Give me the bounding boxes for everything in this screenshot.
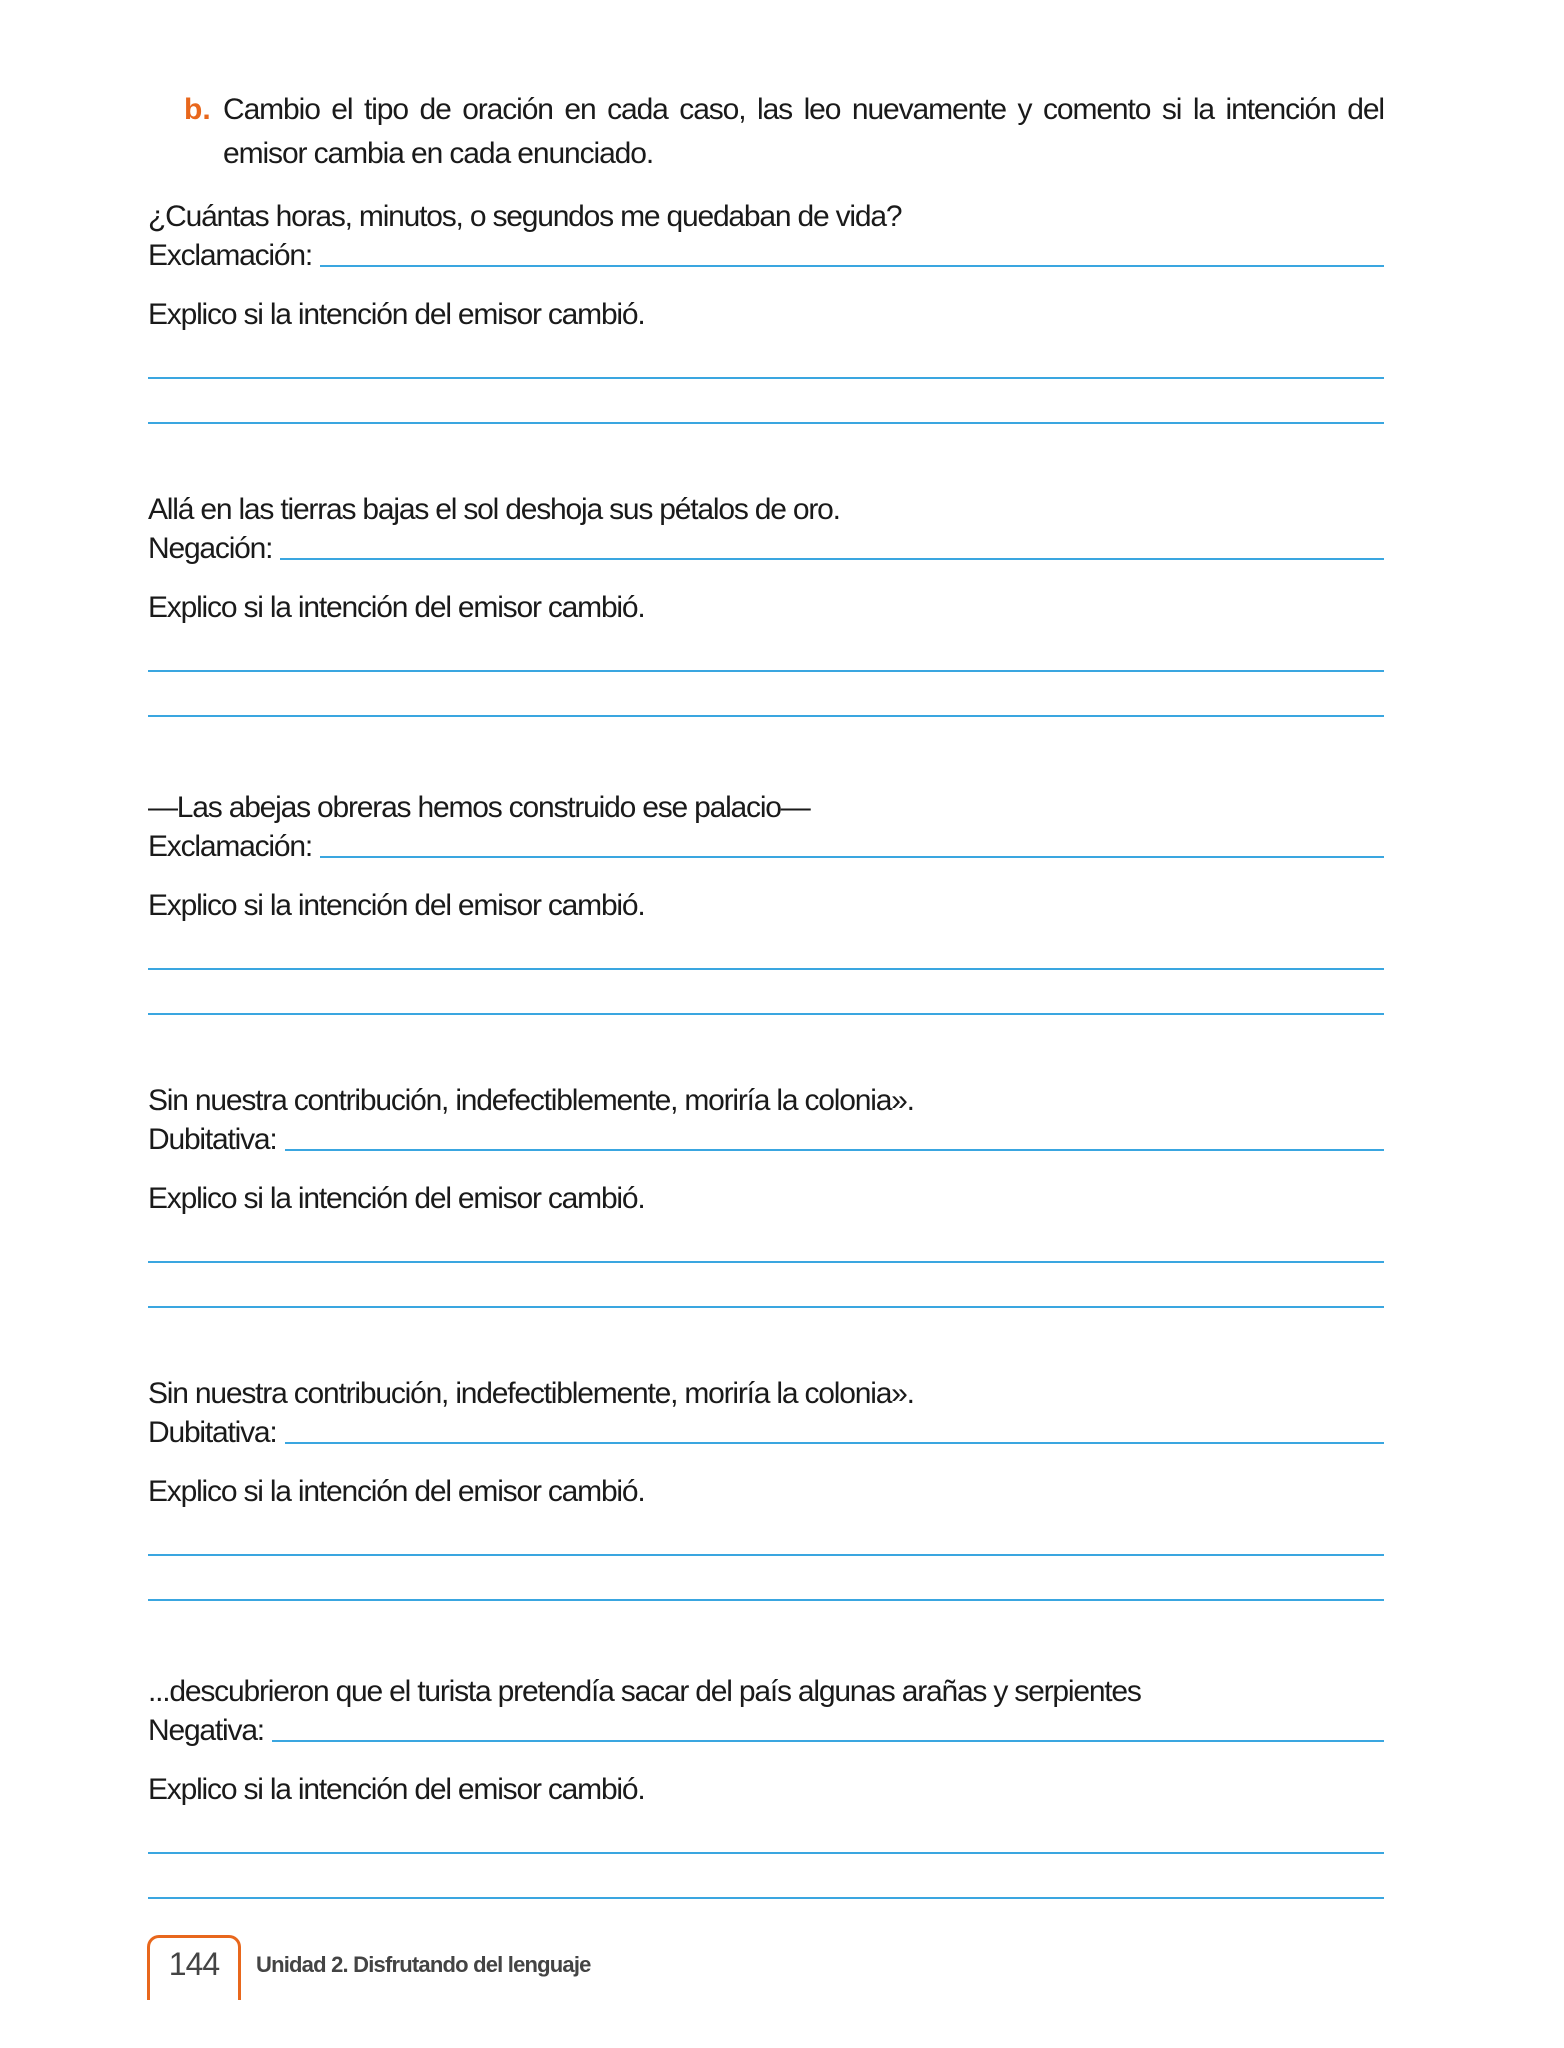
transformation-label: Negación: xyxy=(148,532,273,565)
explanation-prompt: Explico si la intención del emisor cambió. xyxy=(148,889,645,922)
explanation-answer-line[interactable] xyxy=(148,1852,1384,1854)
sentence: —Las abejas obreras hemos construido ese palacio— xyxy=(148,791,810,824)
exercise-item xyxy=(148,1672,1384,1912)
transformation-answer-line[interactable] xyxy=(320,856,1384,858)
transformation-row xyxy=(148,827,1384,867)
transformation-answer-line[interactable] xyxy=(272,1740,1384,1742)
exercise-item xyxy=(148,1081,1384,1321)
transformation-answer-line[interactable] xyxy=(320,265,1384,267)
transformation-label: Exclamación: xyxy=(148,830,313,863)
transformation-row xyxy=(148,236,1384,276)
page-number: 144 xyxy=(168,1946,220,1982)
explanation-answer-line[interactable] xyxy=(148,715,1384,717)
transformation-row xyxy=(148,1711,1384,1751)
sentence: Sin nuestra contribución, indefectiblemente, moriría la colonia». xyxy=(148,1084,914,1117)
sentence: ¿Cuántas horas, minutos, o segundos me quedaban de vida? xyxy=(148,200,902,233)
transformation-row xyxy=(148,1120,1384,1160)
explanation-prompt: Explico si la intención del emisor cambió. xyxy=(148,1773,645,1806)
transformation-row xyxy=(148,529,1384,569)
transformation-answer-line[interactable] xyxy=(285,1442,1384,1444)
transformation-label: Negativa: xyxy=(148,1714,264,1747)
exercise-item xyxy=(148,490,1384,730)
explanation-answer-line[interactable] xyxy=(148,422,1384,424)
explanation-answer-line[interactable] xyxy=(148,1261,1384,1263)
transformation-answer-line[interactable] xyxy=(285,1149,1384,1151)
transformation-answer-line[interactable] xyxy=(280,558,1384,560)
explanation-answer-line[interactable] xyxy=(148,1554,1384,1556)
explanation-prompt: Explico si la intención del emisor cambió. xyxy=(148,1182,645,1215)
explanation-answer-line[interactable] xyxy=(148,1599,1384,1601)
sentence: Allá en las tierras bajas el sol deshoja sus pétalos de oro. xyxy=(148,493,840,526)
explanation-prompt: Explico si la intención del emisor cambió. xyxy=(148,298,645,331)
exercise-item xyxy=(148,1374,1384,1614)
explanation-answer-line[interactable] xyxy=(148,1306,1384,1308)
page-number-tab xyxy=(147,1935,241,2000)
transformation-label: Dubitativa: xyxy=(148,1416,277,1449)
instruction-text: Cambio el tipo de oración en cada caso, las leo nuevamente y comento si la intención del emisor cambia en cada enunciado. xyxy=(223,93,1384,170)
transformation-row xyxy=(148,1413,1384,1453)
sentence: ...descubrieron que el turista pretendía sacar del país algunas arañas y serpientes xyxy=(148,1675,1141,1708)
exercise-item xyxy=(148,197,1384,437)
explanation-prompt: Explico si la intención del emisor cambió. xyxy=(148,1475,645,1508)
explanation-answer-line[interactable] xyxy=(148,377,1384,379)
transformation-label: Dubitativa: xyxy=(148,1123,277,1156)
explanation-answer-line[interactable] xyxy=(148,968,1384,970)
exercise-item xyxy=(148,788,1384,1028)
transformation-label: Exclamación: xyxy=(148,239,313,272)
sentence: Sin nuestra contribución, indefectiblemente, moriría la colonia». xyxy=(148,1377,914,1410)
instruction-marker: b. xyxy=(184,93,211,126)
explanation-answer-line[interactable] xyxy=(148,1897,1384,1899)
explanation-answer-line[interactable] xyxy=(148,1013,1384,1015)
explanation-answer-line[interactable] xyxy=(148,670,1384,672)
explanation-prompt: Explico si la intención del emisor cambió. xyxy=(148,591,645,624)
unit-title: Unidad 2. Disfrutando del lenguaje xyxy=(256,1952,591,1977)
